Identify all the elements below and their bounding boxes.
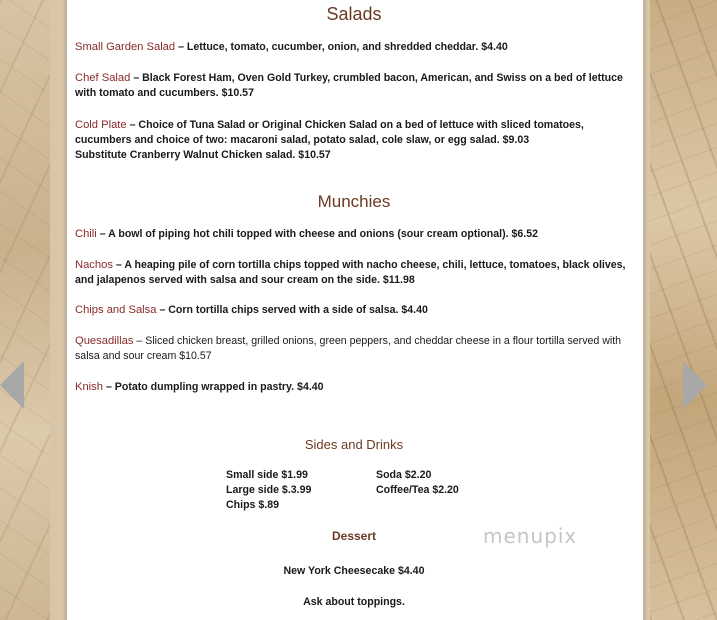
menu-item-quesadillas [75,334,627,364]
item-description: – Black Forest Ham, Oven Gold Turkey, crumbled bacon, American, and Swiss on a bed of lettuce with tomato and cucumbers. $10.57 [75,72,623,99]
drink-item-coffee-tea: Coffee/Tea $2.20 [376,484,459,496]
side-item-large: Large side $.3.99 [226,484,312,496]
item-description: – A heaping pile of corn tortilla chips topped with nacho cheese, chili, lettuce, tomatoes, black olives, and jalapenos served with salsa and sour cream on the side. $11.98 [75,259,626,286]
menu-item-chips-and-salsa [75,303,627,318]
item-description: – Choice of Tuna Salad or Original Chicken Salad on a bed of lettuce with sliced tomatoes, cucumbers and choice of two: macaroni salad, potato salad, cole slaw, or egg salad. $9.03 [75,119,584,146]
item-name: Chips and Salsa [75,304,157,316]
dessert-note: Ask about toppings. [303,596,405,608]
item-extra: Substitute Cranberry Walnut Chicken salad. $10.57 [75,149,331,161]
sides-and-drinks-heading: Sides and Drinks [304,437,404,452]
map-background-left [0,0,50,620]
dessert-heading: Dessert [331,529,377,543]
menu-item-knish [75,380,627,395]
menu-item-chef-salad [75,71,627,101]
side-item-chips: Chips $.89 [226,499,279,511]
next-page-arrow-icon[interactable] [683,361,707,409]
side-item-small: Small side $1.99 [226,469,308,481]
salads-heading: Salads [326,4,382,24]
item-name: Cold Plate [75,119,127,131]
item-description: – Sliced chicken breast, grilled onions, green peppers, and cheddar cheese in a flour tortilla served with salsa and sour cream $10.57 [75,335,622,362]
previous-page-arrow-icon[interactable] [0,361,24,409]
item-description: – Corn tortilla chips served with a side of salsa. $4.40 [159,304,428,316]
munchies-heading: Munchies [317,192,391,211]
menu-item-chili [75,227,627,242]
item-description: – Potato dumpling wrapped in pastry. $4.40 [105,381,324,393]
dessert-item-cheesecake: New York Cheesecake $4.40 [283,565,425,577]
drink-item-soda: Soda $2.20 [376,469,432,481]
menu-item-nachos [75,258,627,288]
menu-item-cold-plate [75,118,627,163]
menu-item-small-garden-salad [75,40,627,55]
item-name: Knish [75,381,103,393]
item-description: – Lettuce, tomato, cucumber, onion, and shredded cheddar. $4.40 [178,41,508,53]
menupix-watermark: menupix [483,524,578,548]
item-name: Chef Salad [75,72,131,84]
item-name: Quesadillas [75,335,134,347]
map-background-right [650,0,717,620]
item-description: – A bowl of piping hot chili topped with cheese and onions (sour cream optional). $6.52 [99,228,539,240]
item-name: Nachos [75,259,113,271]
item-name: Small Garden Salad [75,41,176,53]
item-name: Chili [75,228,97,240]
